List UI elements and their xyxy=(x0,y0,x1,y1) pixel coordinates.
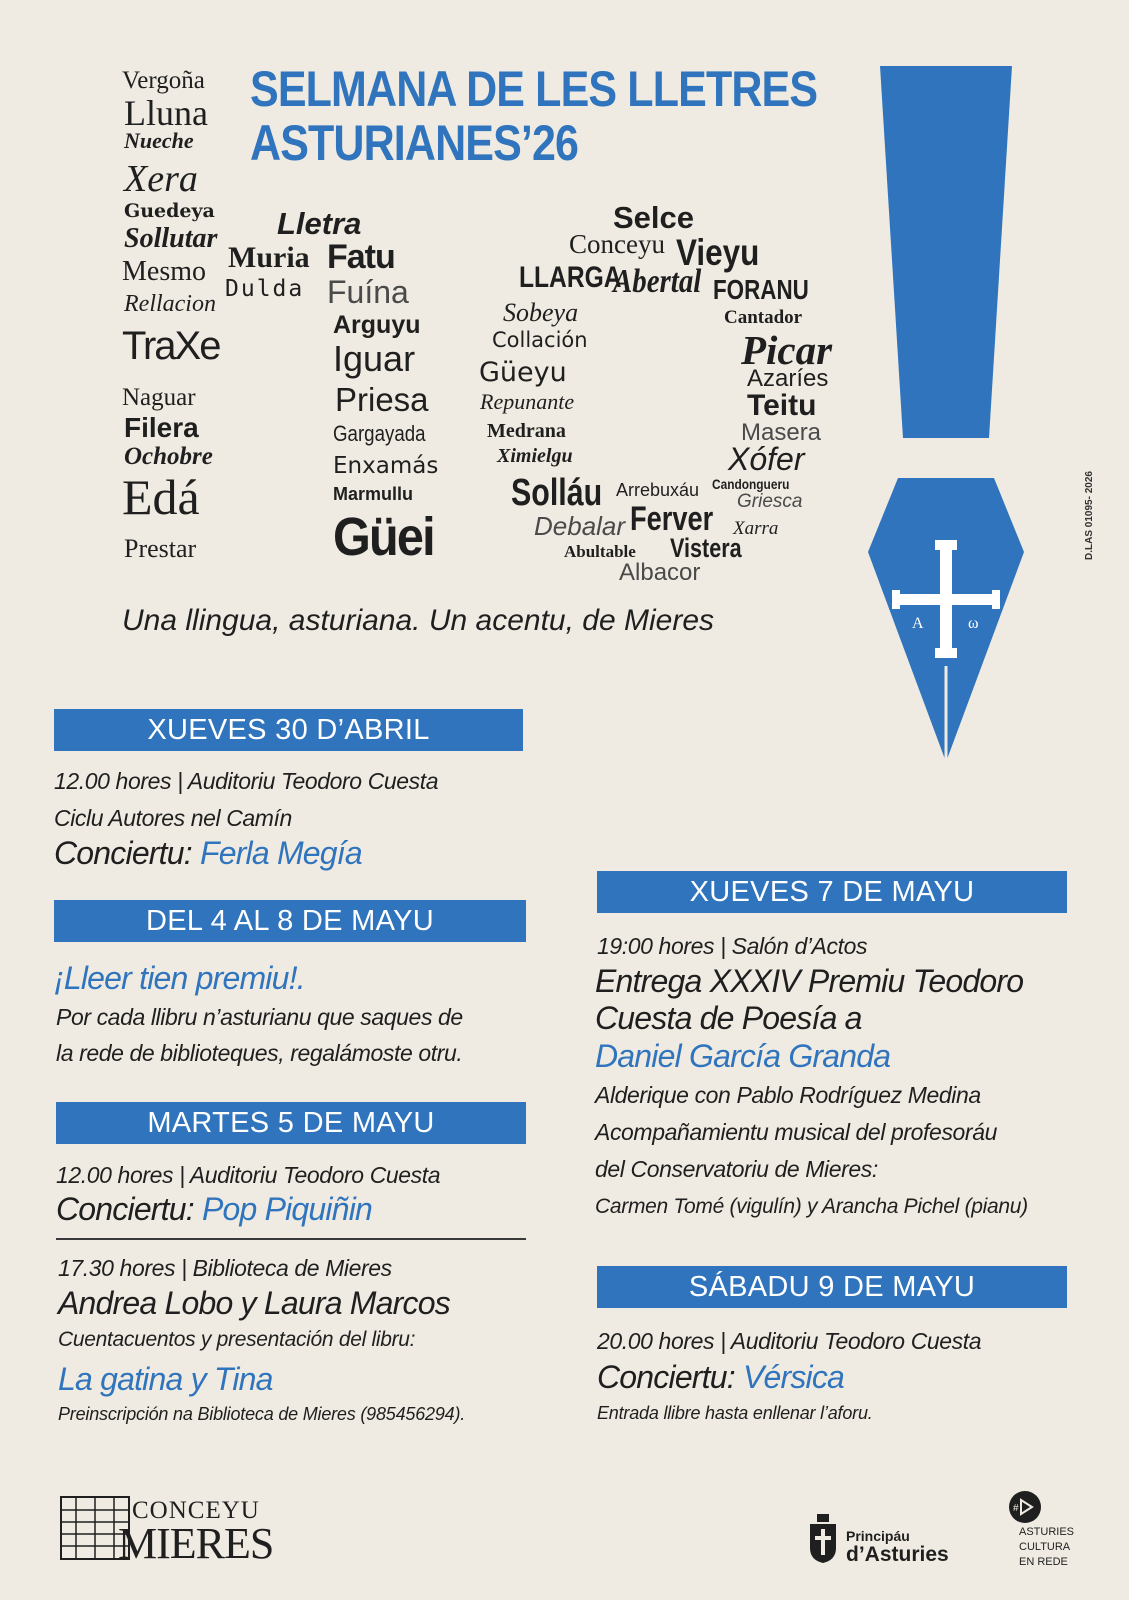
word: Prestar xyxy=(124,534,197,563)
word: Naguar xyxy=(122,384,196,411)
mieres-logo-top: CONCEYU xyxy=(132,1497,260,1524)
event-names: Andrea Lobo y Laura Marcos xyxy=(58,1285,450,1321)
acr-line-2: CULTURA xyxy=(1019,1541,1071,1553)
word: FORANU xyxy=(713,274,809,305)
word: Sobeya xyxy=(503,298,579,327)
event-desc: Acompañamientu musical del profesoráu xyxy=(595,1119,997,1145)
title-line-2: ASTURIANES’26 xyxy=(250,115,579,171)
word: Iguar xyxy=(333,338,416,379)
event-desc: Carmen Tomé (vigulín) y Arancha Pichel (pianu) xyxy=(595,1195,1028,1218)
word: Muria xyxy=(228,241,310,274)
date-banner: XUEVES 7 DE MAYU xyxy=(597,871,1067,913)
event-label: Conciertu: xyxy=(597,1359,735,1395)
word: Griesca xyxy=(737,491,803,512)
time-place: 19:00 hores | Salón d’Actos xyxy=(597,933,868,959)
legal-deposit-code: D.LAS 01095- 2026 xyxy=(1084,471,1095,560)
word: Cantador xyxy=(724,307,803,328)
word: Collación xyxy=(492,328,588,352)
event-highlight: ¡Lleer tien premiu!. xyxy=(54,960,305,996)
word: Selce xyxy=(613,200,695,235)
word: Filera xyxy=(124,412,199,443)
word: Repunante xyxy=(480,389,575,414)
acr-line-3: EN REDE xyxy=(1019,1556,1068,1568)
event-highlight: Pop Piquiñin xyxy=(201,1191,373,1227)
mieres-logo-bottom: MIERES xyxy=(118,1519,274,1568)
word: Xera xyxy=(124,158,198,200)
word: Edá xyxy=(122,469,200,525)
word: Debalar xyxy=(534,511,626,541)
word: Fuína xyxy=(327,274,409,310)
word: Gargayada xyxy=(333,421,426,446)
word: Marmullu xyxy=(333,484,414,504)
word: Güeyu xyxy=(479,357,567,388)
word: Medrana xyxy=(487,420,566,442)
title-line-1: SELMANA DE LES LLETRES xyxy=(250,61,818,117)
event-title xyxy=(56,1191,372,1228)
word: Enxamás xyxy=(333,453,439,479)
page-title xyxy=(250,62,817,170)
word: Lletra xyxy=(277,206,362,241)
divider xyxy=(56,1238,526,1240)
tagline: Una llingua, asturiana. Un acentu, de Mieres xyxy=(122,604,715,637)
exclamation-mark-icon xyxy=(860,66,1030,766)
word: Xófer xyxy=(728,441,805,477)
time-place: 17.30 hores | Biblioteca de Mieres xyxy=(58,1255,392,1281)
event-title xyxy=(597,1359,844,1396)
event-title: Entrega XXXIV Premiu Teodoro xyxy=(595,963,1024,999)
word: Conceyu xyxy=(569,229,665,259)
date-banner: DEL 4 AL 8 DE MAYU xyxy=(54,900,526,942)
word: Candongueru xyxy=(712,476,790,492)
word: Abultable xyxy=(564,542,636,561)
svg-text:ω: ω xyxy=(968,615,979,632)
word: Arguyu xyxy=(333,311,421,339)
svg-text:A: A xyxy=(912,615,924,632)
word: Picar xyxy=(741,327,833,373)
event-note: Entrada llibre hasta enllenar l’aforu. xyxy=(597,1403,873,1423)
event-desc: Alderique con Pablo Rodríguez Medina xyxy=(595,1082,981,1108)
book-title: La gatina y Tina xyxy=(58,1361,273,1397)
word: Priesa xyxy=(335,381,429,418)
event-note: Preinscripción na Biblioteca de Mieres (985456294). xyxy=(58,1404,466,1424)
event-label: Conciertu: xyxy=(54,835,192,871)
date-banner: MARTES 5 DE MAYU xyxy=(56,1102,526,1144)
word: Rellacion xyxy=(124,291,216,317)
event-title: Cuesta de Poesía a xyxy=(595,1000,862,1036)
word: Lluna xyxy=(124,93,208,133)
event-label: Conciertu: xyxy=(56,1191,194,1227)
word: Masera xyxy=(741,419,822,446)
principau-line-2: d’Asturies xyxy=(846,1543,949,1566)
word: Albacor xyxy=(619,559,701,586)
event-subtitle: Ciclu Autores nel Camín xyxy=(54,805,292,831)
date-banner: SÁBADU 9 DE MAYU xyxy=(597,1266,1067,1308)
word: Mesmo xyxy=(122,256,206,287)
asturias-crest-icon xyxy=(808,1514,838,1564)
word: Abertal xyxy=(613,263,702,300)
word: Sollutar xyxy=(124,223,218,254)
event-desc: la rede de biblioteques, regalámoste otru. xyxy=(56,1040,463,1066)
principau-line-1: Principáu xyxy=(846,1528,910,1544)
svg-text:#: # xyxy=(1013,1503,1019,1514)
event-highlight: Daniel García Granda xyxy=(595,1038,891,1074)
event-highlight: Ferla Megía xyxy=(199,835,362,871)
word: Vieyu xyxy=(676,232,760,273)
word: Solláu xyxy=(511,472,603,514)
event-highlight: Vérsica xyxy=(742,1359,845,1395)
word: Dulda xyxy=(225,276,305,302)
date-banner: XUEVES 30 D’ABRIL xyxy=(54,709,523,751)
event-desc: Cuentacuentos y presentación del libru: xyxy=(58,1328,416,1351)
word: TraXe xyxy=(122,324,220,368)
word: Ferver xyxy=(630,500,714,538)
word: Fatu xyxy=(327,238,395,276)
event-title xyxy=(54,835,362,872)
word: Güei xyxy=(333,507,434,567)
word: Guedeya xyxy=(124,200,215,222)
word: LLARGA xyxy=(519,261,622,294)
word: Vistera xyxy=(670,533,742,563)
word: Teitu xyxy=(747,389,817,422)
word: Azaríes xyxy=(747,365,829,392)
time-place: 12.00 hores | Auditoriu Teodoro Cuesta xyxy=(56,1162,441,1188)
word: Xarra xyxy=(733,518,779,539)
time-place: 20.00 hores | Auditoriu Teodoro Cuesta xyxy=(597,1328,982,1354)
word: Nueche xyxy=(124,128,194,153)
word: Vergoña xyxy=(122,67,205,94)
word: Arrebuxáu xyxy=(616,480,700,500)
event-desc: Por cada llibru n’asturianu que saques de xyxy=(56,1004,463,1030)
acr-circle-icon xyxy=(1008,1490,1042,1524)
event-desc: del Conservatoriu de Mieres: xyxy=(595,1156,878,1182)
word: Ximielgu xyxy=(497,445,573,467)
word: Ochobre xyxy=(124,443,213,470)
acr-line-1: ASTURIES xyxy=(1019,1526,1075,1538)
time-place: 12.00 hores | Auditoriu Teodoro Cuesta xyxy=(54,768,439,794)
